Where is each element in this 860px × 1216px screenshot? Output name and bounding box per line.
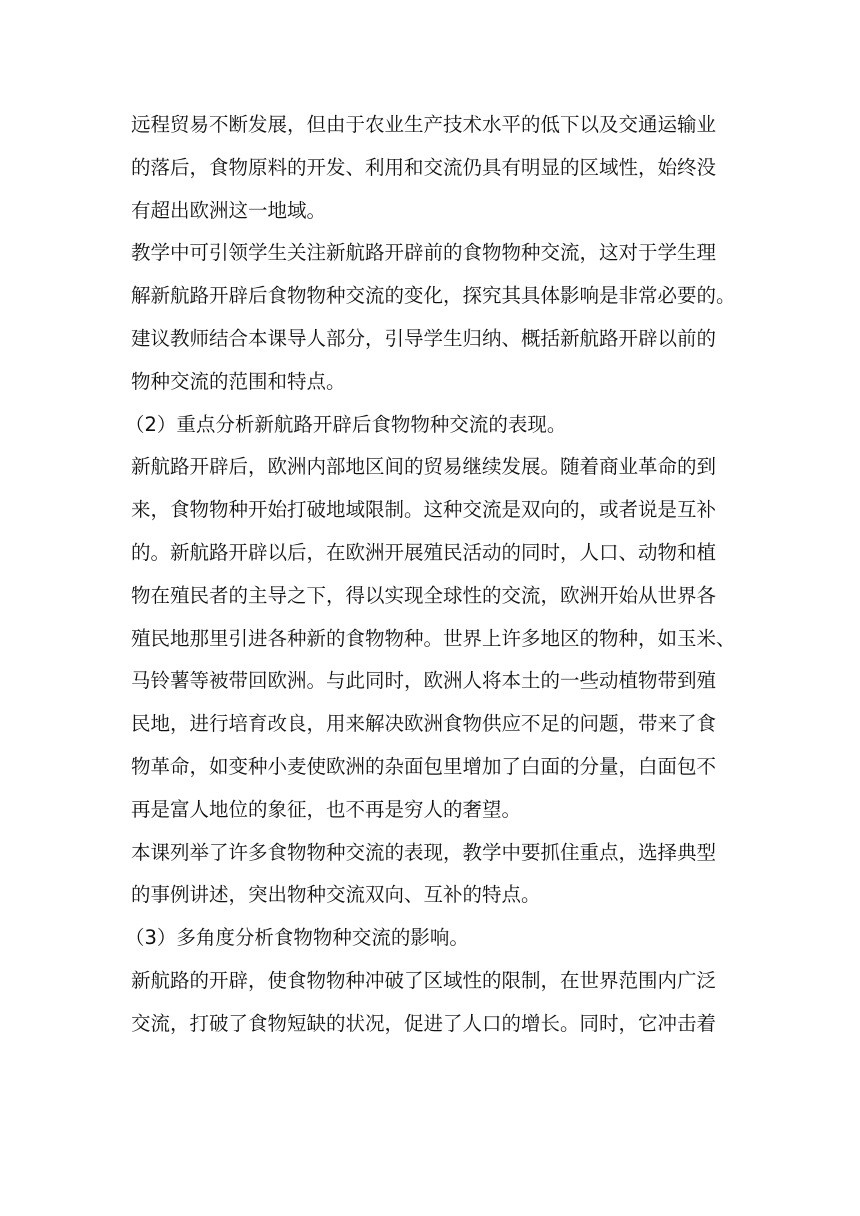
text-line: 的。新航路开辟以后，在欧洲开展殖民活动的同时，人口、动物和植 bbox=[131, 540, 717, 564]
text-line: 教学中可引领学生关注新航路开辟前的食物物种交流，这对于学生理 bbox=[131, 241, 717, 265]
text-line: 建议教师结合本课导人部分，引导学生归纳、概括新航路开辟以前的 bbox=[131, 326, 717, 350]
text-line: 再是富人地位的象征，也不再是穷人的奢望。 bbox=[131, 797, 522, 821]
paragraph-exchange-performance bbox=[131, 446, 741, 831]
paragraph-trade-development bbox=[131, 104, 741, 232]
text-line: 的事例讲述，突出物种交流双向、互补的特点。 bbox=[131, 883, 541, 907]
text-line: 新航路的开辟，使食物物种冲破了区域性的限制，在世界范围内广泛 bbox=[131, 968, 717, 992]
text-line: 物革命，如变种小麦使欧洲的杂面包里增加了白面的分量，白面包不 bbox=[131, 754, 717, 778]
text-line: 本课列举了许多食物物种交流的表现，教学中要抓住重点，选择典型 bbox=[131, 840, 717, 864]
text-line: 有超出欧洲这一地域。 bbox=[131, 198, 327, 222]
text-line: 物在殖民者的主导之下，得以实现全球性的交流，欧洲开始从世界各 bbox=[131, 583, 717, 607]
paragraph-exchange-impact bbox=[131, 960, 741, 1046]
text-line: 物种交流的范围和特点。 bbox=[131, 369, 346, 393]
heading-text: （3）多角度分析食物物种交流的影响。 bbox=[125, 926, 469, 950]
text-line: 马铃薯等被带回欧洲。与此同时，欧洲人将本土的一些动植物带到殖 bbox=[131, 669, 717, 693]
paragraph-key-examples bbox=[131, 832, 741, 918]
text-line: 殖民地那里引进各种新的食物物种。世界上许多地区的物种，如玉米、 bbox=[131, 626, 736, 650]
paragraph-teaching-guidance bbox=[131, 232, 741, 403]
text-line: 的落后，食物原料的开发、利用和交流仍具有明显的区域性，始终没 bbox=[131, 155, 717, 179]
section-heading-2 bbox=[125, 404, 741, 447]
document-body bbox=[125, 104, 741, 1046]
text-line: 民地，进行培育改良，用来解决欧洲食物供应不足的问题，带来了食 bbox=[131, 712, 717, 736]
heading-text: （2）重点分析新航路开辟后食物物种交流的表现。 bbox=[125, 412, 567, 436]
text-line: 远程贸易不断发展，但由于农业生产技术水平的低下以及交通运输业 bbox=[131, 113, 717, 136]
text-line: 解新航路开辟后食物物种交流的变化，探究其具体影响是非常必要的。 bbox=[131, 284, 736, 308]
text-line: 新航路开辟后，欧洲内部地区间的贸易继续发展。随着商业革命的到 bbox=[131, 455, 717, 479]
text-line: 交流，打破了食物短缺的状况，促进了人口的增长。同时，它冲击着 bbox=[131, 1011, 717, 1035]
section-heading-3 bbox=[125, 917, 741, 960]
text-line: 来，食物物种开始打破地域限制。这种交流是双向的，或者说是互补 bbox=[131, 498, 717, 522]
